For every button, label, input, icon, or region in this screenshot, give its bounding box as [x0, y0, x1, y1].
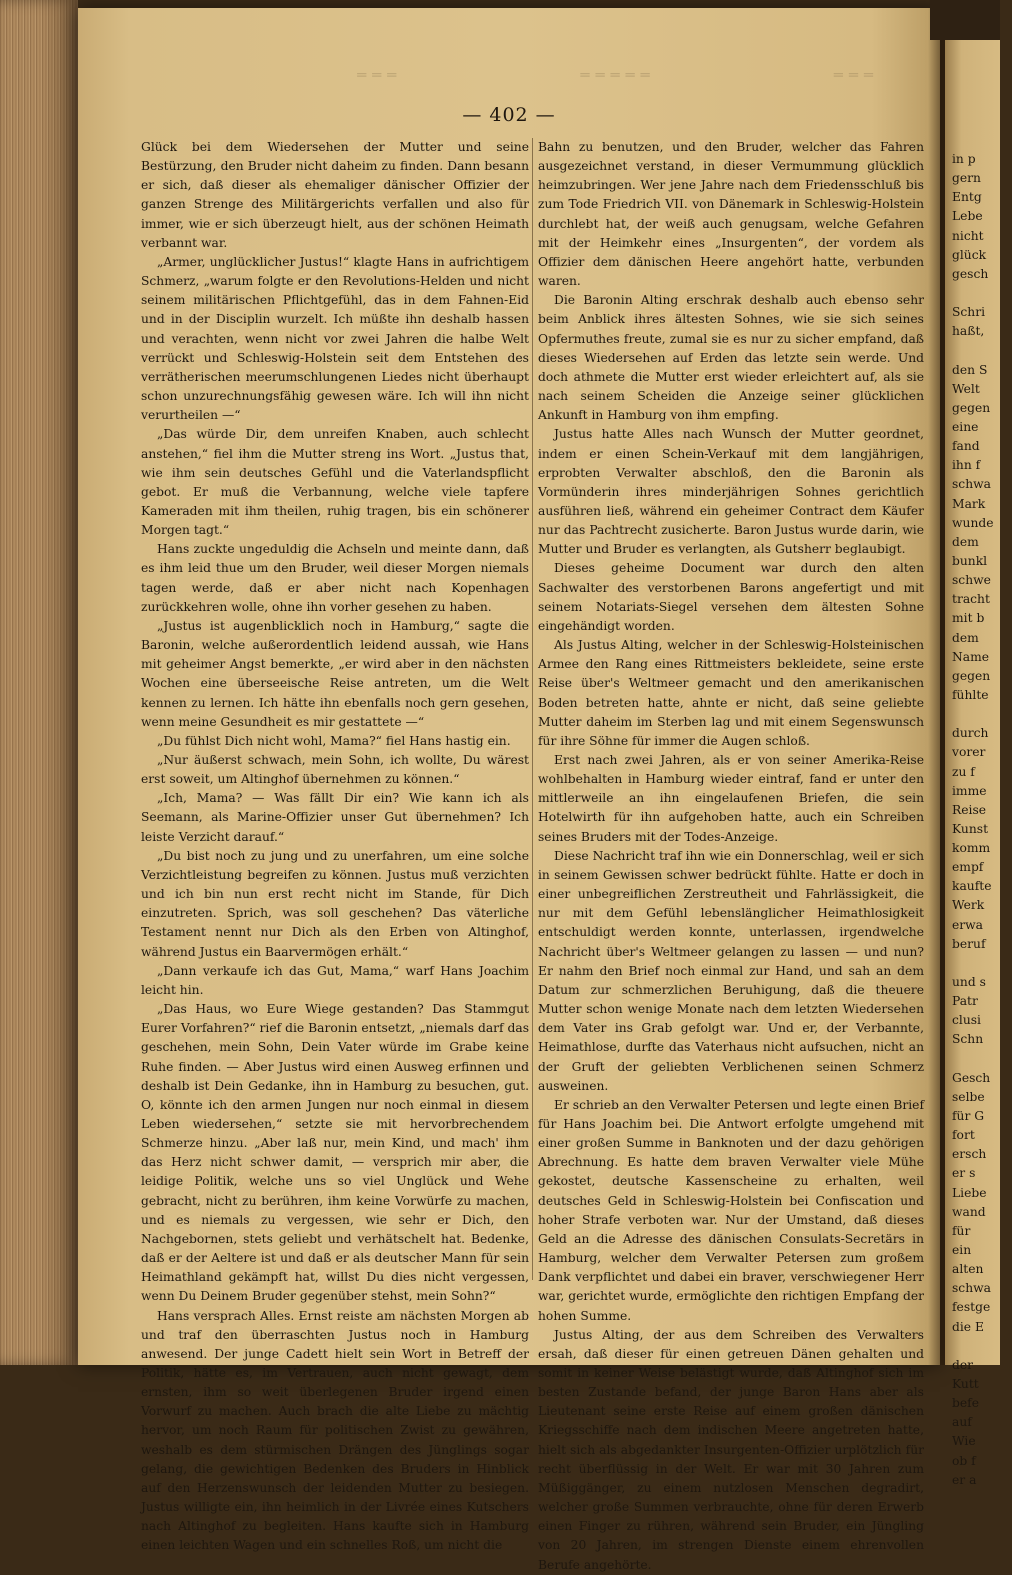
- paragraph: „Das Haus, wo Eure Wiege gestanden? Das Stammgut Eurer Vorfahren?“ rief die Baronin entsetzt, „niemals darf das geschehen, mein Sohn, Dein Vater würde im Grabe keine Ruhe finden. — Aber Justus wird einen Ausweg erfinnen und deshalb ist Dein Gedanke, ihn in Hamburg zu besuchen, gut. O, könnte ich den armen Jungen nur noch einmal in diesem Leben wiedersehen,“ setzte sie mit hervorbrechendem Schmerze hinzu. „Aber laß nur, mein Kind, und mach' ihm das Herz nicht schwer damit, — versprich mir aber, die leidige Politik, welche uns so viel Unglück und Wehe gebracht, nicht zu berühren, ihm keine Vorwürfe zu machen, und es niemals zu vergessen, wie sehr er Dich, den Nachgebornen, stets geliebt und verhätschelt hat. Bedenke, daß er der Aeltere ist und daß er als deutscher Mann für sein Heimathland gekämpft hat, willst Du dies nicht vergessen, wenn Du Deinem Bruder gegenüber stehst, mein Sohn?“: [141, 1002, 530, 1304]
- paragraph: Justus Alting, der aus dem Schreiben des Verwalters ersah, daß dieser für einen getreuen Dänen gehalten und somit in keiner Weise belästigt wurde, daß Altinghof sich im besten Zustande befand, der junge Baron Hans aber als Lieutenant seine erste Reise auf einem großen dänischen Kriegsschiffe nach dem indischen Meere angetreten hatte, hielt sich als abgedankter Insurgenten-Offizier urplötzlich für recht überflüssig in der Welt. Er war mit 30 Jahren zum Müßiggänger, zu einem nutzlosen Menschen degradirt, welcher große Summen verbrauchte, ohne für deren Erwerb einen Finger zu rühren, während sein Bruder, ein Jüngling von 20 Jahren, im strengen Dienste einem ehrenvollen Berufe angehörte.: [538, 1327, 924, 1572]
- paragraph: Diese Nachricht traf ihn wie ein Donnerschlag, weil er sich in seinem Gewissen schwer bedrückt fühlte. Hatte er doch in einer unbegreiflichen Zerstreutheit und Fahrlässigkeit, die nur mit dem Gefühl lebenslänglicher Heimathlosigkeit entschuldigt werden konnte, unterlassen, irgendwelche Nachricht über's Weltmeer gelangen zu lassen — und nun? Er nahm den Brief noch einmal zur Hand, und sah an dem Datum zur schmerzlichen Beruhigung, daß die theuere Mutter schon wenige Monate nach dem letzten Wiedersehen dem Vater ins Grab gefolgt war. Und er, der Verbannte, Heimathlose, durfte das Vaterhaus nicht aufsuchen, nicht an der Gruft der geliebten Verblichenen seinen Schmerz ausweinen.: [538, 848, 924, 1093]
- paragraph: „Justus ist augenblicklich noch in Hamburg,“ sagte die Baronin, welche außerordentlich leidend aussah, wie Hans mit geheimer Angst bemerkte, „er wird aber in den nächsten Wochen eine überseeische Reise antreten, um die Welt kennen zu lernen. Ich hätte ihn ebenfalls noch gern gesehen, wenn meine Gesundheit es mir gestattete —“: [141, 618, 529, 729]
- neighbor-text-fragment: eine: [952, 419, 979, 434]
- neighbor-text-fragment: fand: [952, 439, 980, 454]
- neighbor-text-fragment: gegen: [952, 400, 991, 415]
- neighbor-text-fragment: alten: [952, 1262, 984, 1277]
- neighbor-text-fragment: Patr: [952, 994, 978, 1009]
- neighbor-text-fragment: ihn f: [952, 458, 981, 473]
- neighbor-text-fragment: [952, 1337, 1012, 1356]
- neighbor-text-fragment: [952, 341, 1012, 360]
- neighbor-text-fragment: in p: [952, 152, 976, 166]
- neighbor-text-fragment: Lebe: [952, 209, 983, 224]
- neighbor-text-fragment: Welt: [952, 381, 980, 396]
- neighbor-text-fragment: imme: [952, 783, 987, 798]
- neighbor-text-fragment: Mark: [952, 496, 986, 511]
- book-page-edges: [0, 0, 78, 1365]
- neighbor-text-fragment: Gesch: [952, 1070, 991, 1085]
- neighbor-text-fragment: Schn: [952, 1032, 984, 1047]
- neighbor-text-fragment: er a: [952, 1472, 977, 1487]
- neighbor-text-fragment: Entg: [952, 190, 982, 205]
- neighbor-text-fragment: komm: [952, 841, 991, 856]
- neighbor-text-fragment: Reise: [952, 802, 987, 817]
- paragraph: „Du bist noch zu jung und zu unerfahren, um eine solche Verzichtleistung begreifen zu können. Justus muß verzichten und ich bin nun erst recht nicht im Stande, für Dich einzutreten. Sprich, was soll geschehen? Das väterliche Testament nennt nur Dich als den Erben von Altinghof, während Justus ein Baarvermögen erhält.“: [141, 848, 529, 959]
- neighbor-text-fragment: wand: [952, 1204, 986, 1219]
- neighbor-text-fragment: für G: [952, 1109, 985, 1124]
- neighbor-text-fragment: ein: [952, 1243, 972, 1258]
- neighbor-text-fragment: haßt,: [952, 324, 985, 339]
- right-text-column: [538, 138, 924, 1575]
- neighbor-text-fragment: ersch: [952, 1147, 987, 1162]
- neighbor-text-fragment: erwa: [952, 917, 984, 932]
- neighbor-text-fragment: tracht: [952, 592, 990, 607]
- neighbor-text-fragment: fühlte: [952, 687, 989, 702]
- neighbor-text-fragment: der: [952, 1357, 974, 1372]
- neighbor-text-fragment: Wie: [952, 1434, 976, 1449]
- page-number: — 402 —: [462, 104, 556, 126]
- neighbor-text-fragment: [952, 284, 1012, 303]
- paragraph: Die Baronin Alting erschrak deshalb auch ebenso sehr beim Anblick ihres ältesten Sohnes, wie sie sich seines Opfermuthes freute, zumal sie es nur zu sicher empfand, daß dieses Wiedersehen auf Erden das letzte sein werde. Und doch athmete die Mutter erst wieder erleichtert auf, als sie nach seinem Scheiden die Anzeige seiner glücklichen Ankunft in Hamburg von ihm empfing.: [538, 293, 924, 423]
- neighbor-text-fragment: Kunst: [952, 821, 989, 836]
- neighbor-text-fragment: und s: [952, 975, 986, 990]
- binding-top: [930, 0, 1000, 40]
- neighbor-text-fragment: Name: [952, 649, 990, 664]
- neighbor-text-fragment: vorer: [952, 745, 986, 760]
- paragraph: „Das würde Dir, dem unreifen Knaben, auch schlecht anstehen,“ fiel ihm die Mutter streng ins Wort. „Justus that, wie ihm sein deutsches Gefühl und die Vaterlandspflicht gebot. Er muß die Verbannung, welche viele tapfere Kameraden mit ihm theilen, ruhig tragen, bis ein schönerer Morgen tagt.“: [141, 427, 529, 538]
- neighbor-text-fragment: er s: [952, 1166, 976, 1181]
- neighbor-text-fragment: nicht: [952, 228, 984, 243]
- paragraph: „Armer, unglücklicher Justus!“ klagte Hans in aufrichtigem Schmerz, „warum folgte er den Revolutions-Helden und nicht seinem militärischen Pflichtgefühl, das in dem Fahnen-Eid und in der Disciplin wurzelt. Ich müßte ihn deshalb hassen und verachten, wenn nicht vor zwei Jahren die halbe Welt verrückt und Schleswig-Holstein seit dem Entstehen des verrätherischen meerumschlungenen Liedes nicht überhaupt schon unzurechnungsfähig gewesen wäre. Ich will ihn nicht verurtheilen —“: [141, 254, 529, 423]
- neighbor-text-fragment: für: [952, 1223, 971, 1238]
- paragraph: Glück bei dem Wiedersehen der Mutter und seine Bestürzung, den Bruder nicht daheim zu finden. Dann besann er sich, daß dieser als ehemaliger dänischer Offizier der ganzen Strenge des Militärgerichts verfallen und also für immer, wie er sich überzeugt hielt, aus der schönen Heimath verbannt war.: [141, 140, 529, 250]
- paragraph: Bahn zu benutzen, und den Bruder, welcher das Fahren ausgezeichnet verstand, in dieser Vermummung glücklich heimzubringen. Wer jene Jahre nach dem Friedensschluß bis zum Tode Friedrich VII. von Dänemark in Schleswig-Holstein durchlebt hat, der weiß auch genugsam, welche Gefahren mit der Heimkehr eines „Insurgenten“, der vordem als Offizier dem dänischen Heere angehört hatte, verbunden waren.: [538, 140, 924, 289]
- neighbor-page: [945, 0, 1000, 1487]
- neighbor-text-fragment: Liebe: [952, 1185, 987, 1200]
- neighbor-text-fragment: glück: [952, 247, 987, 262]
- neighbor-text-fragment: dem: [952, 630, 979, 645]
- neighbor-text-fragment: selbe: [952, 1089, 985, 1104]
- neighbor-text-fragment: empf: [952, 860, 984, 875]
- neighbor-text-fragment: [952, 705, 1012, 724]
- show-through-text: ═══ ═════ ═══: [357, 66, 879, 84]
- neighbor-text-fragment: mit b: [952, 611, 985, 626]
- paragraph: „Dann verkaufe ich das Gut, Mama,“ warf Hans Joachim leicht hin.: [141, 963, 529, 997]
- paragraph: Dieses geheime Document war durch den alten Sachwalter des verstorbenen Barons angefertigt und mit seinem Notariats-Siegel versehen dem ältesten Sohne eingehändigt worden.: [538, 561, 924, 633]
- neighbor-text-fragment: den S: [952, 362, 988, 377]
- neighbor-text-fragment: schwa: [952, 477, 991, 492]
- left-text-column: [141, 138, 529, 1556]
- neighbor-text-fragment: Schri: [952, 305, 986, 320]
- neighbor-text-fragment: [952, 1050, 1012, 1069]
- neighbor-text-fragment: auf: [952, 1415, 972, 1430]
- paragraph: Erst nach zwei Jahren, als er von seiner Amerika-Reise wohlbehalten in Hamburg wieder eintraf, fand er unter den mittlerweile an ihn eingelaufenen Briefen, die sein Hotelwirth für ihn aufgehoben hatte, auch ein Schreiben seines Bruders mit der Todes-Anzeige.: [538, 753, 924, 844]
- neighbor-page-text: [952, 150, 1012, 1490]
- neighbor-text-fragment: befe: [952, 1396, 979, 1411]
- paragraph: Er schrieb an den Verwalter Petersen und legte einen Brief für Hans Joachim bei. Die Antwort erfolgte umgehend mit einer großen Summe in Banknoten und der dazu gehörigen Abrechnung. Es hatte dem braven Verwalter viele Mühe gekostet, deutsche Kassenscheine zu erhalten, weil deutsches Geld in Schleswig-Holstein bei Confiscation und hoher Strafe verboten war. Nur der Umstand, daß dieses Geld an die Adresse des dänischen Consulats-Secretärs in Hamburg, welcher dem Verwalter Petersen zum großem Dank verpflichtet und dabei ein braver, verschwiegener Herr war, gerichtet wurde, ermöglichte den richtigen Empfang der hohen Summe.: [538, 1097, 924, 1323]
- paragraph: Hans zuckte ungeduldig die Achseln und meinte dann, daß es ihm leid thue um den Bruder, weil dieser Morgen niemals tagen werde, daß er aber nicht nach Kopenhagen zurückkehren wolle, ohne ihn vorher gesehen zu haben.: [141, 542, 529, 614]
- neighbor-text-fragment: die E: [952, 1319, 984, 1334]
- paragraph: „Ich, Mama? — Was fällt Dir ein? Wie kann ich als Seemann, als Marine-Offizier unser Gut übernehmen? Ich leiste Verzicht darauf.“: [141, 791, 529, 844]
- neighbor-text-fragment: gegen: [952, 668, 991, 683]
- neighbor-text-fragment: festge: [952, 1300, 991, 1315]
- neighbor-text-fragment: bunkl: [952, 553, 988, 568]
- neighbor-text-fragment: wunde: [952, 515, 994, 530]
- paragraph: „Du fühlst Dich nicht wohl, Mama?“ fiel Hans hastig ein.: [157, 733, 511, 748]
- paragraph: Hans versprach Alles. Ernst reiste am nächsten Morgen ab und traf den überraschten Justus noch in Hamburg anwesend. Der junge Cadett hielt sein Wort in Betreff der Politik, hätte es, im Vertrauen, auch nicht gewagt, dem ernsten, ihm so weit überlegenen Bruder irgend einen Vorwurf zu machen. Auch brach die alte Liebe zu mächtig hervor, um noch Raum für politischen Zwist zu gewähren, weshalb es dem stürmischen Drängen des Jünglings sogar gelang, die gewichtigen Bedenken des Bruders in Hinblick auf den Herzenswunsch der leidenden Mutter zu besiegen. Justus willigte ein, ihn heimlich in der Livrée eines Kutschers nach Altinghof zu begleiten. Hans kaufte sich in Hamburg einen leichten Wagen und ein schnelles Roß, um nicht die: [141, 1308, 529, 1553]
- neighbor-text-fragment: gern: [952, 171, 981, 186]
- paragraph: Als Justus Alting, welcher in der Schleswig-Holsteinischen Armee den Rang eines Rittmeisters bekleidete, seine erste Reise über's Weltmeer gemacht und den amerikanischen Boden betreten hatte, ahnte er nicht, daß seine geliebte Mutter daheim im Sterben lag und mit einem Segenswunsch für ihre Söhne für immer die Augen schloß.: [538, 638, 924, 748]
- neighbor-text-fragment: schwa: [952, 1281, 991, 1296]
- neighbor-text-fragment: schwe: [952, 573, 991, 588]
- neighbor-text-fragment: [952, 954, 1012, 973]
- neighbor-text-fragment: fort: [952, 1128, 975, 1143]
- neighbor-text-fragment: durch: [952, 726, 989, 741]
- neighbor-text-fragment: beruf: [952, 936, 986, 951]
- paragraph: „Nur äußerst schwach, mein Sohn, ich wollte, Du wärest erst soweit, um Altinghof übernehmen zu können.“: [141, 753, 529, 787]
- neighbor-text-fragment: gesch: [952, 266, 989, 281]
- column-divider: [532, 138, 533, 1280]
- neighbor-text-fragment: clusi: [952, 1013, 981, 1028]
- book-page: [78, 8, 940, 1572]
- neighbor-text-fragment: Werk: [952, 898, 985, 913]
- neighbor-text-fragment: ob f: [952, 1453, 976, 1468]
- neighbor-text-fragment: zu f: [952, 764, 975, 779]
- neighbor-text-fragment: Kutt: [952, 1377, 979, 1391]
- paragraph: Justus hatte Alles nach Wunsch der Mutter geordnet, indem er einen Schein-Verkauf mit dem langjährigen, erprobten Verwalter abschloß, den die Baronin als Vormünderin ihres minderjährigen Sohnes gerichtlich ausführen ließ, während ein geheimer Contract dem Käufer nur das Pachtrecht zusicherte. Baron Justus wurde darin, wie Mutter und Bruder es verlangten, als Gutsherr beglaubigt.: [538, 427, 924, 557]
- neighbor-text-fragment: kaufte: [952, 879, 992, 894]
- neighbor-text-fragment: dem: [952, 534, 979, 549]
